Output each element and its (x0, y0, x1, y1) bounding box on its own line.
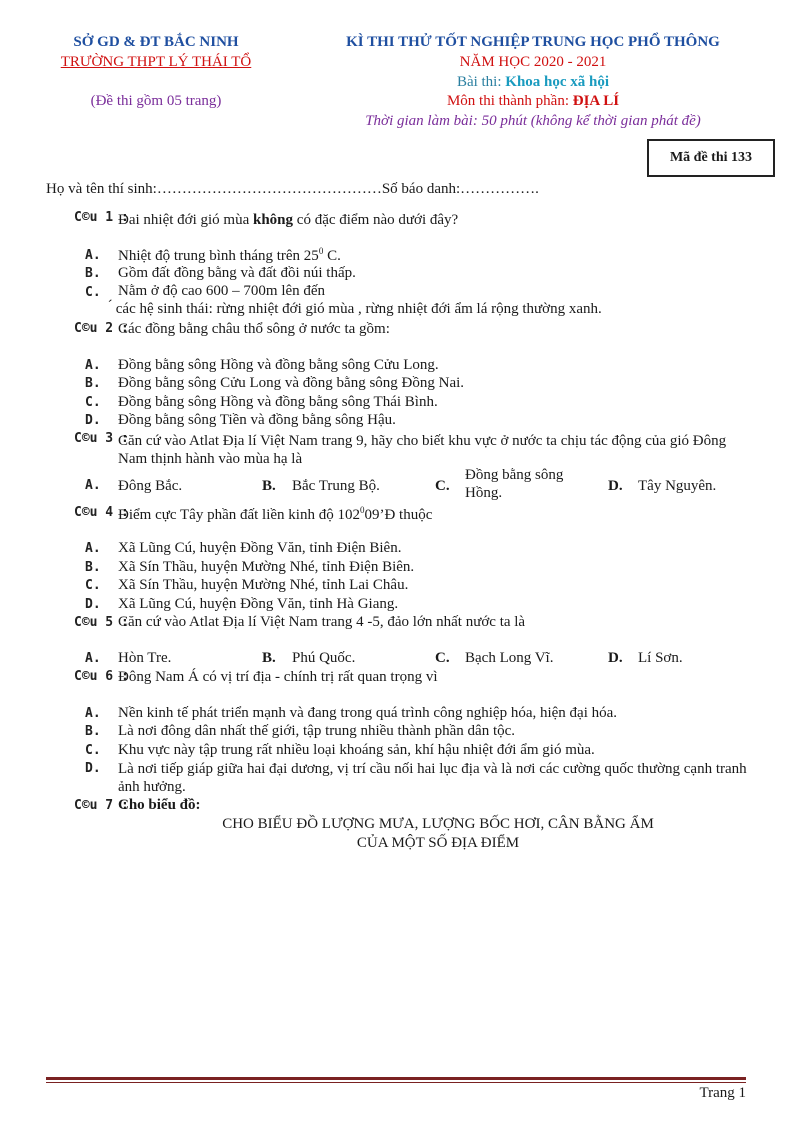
option-text-3c-line1: Đồng bằng sông (465, 467, 564, 483)
pages-note: (Đề thi gồm 05 trang) (90, 93, 222, 109)
option-label-4b: B. (85, 560, 101, 575)
option-text-6b: Là nơi đông dân nhất thế giới, tập trung nhiều thành phần dân tộc. (118, 723, 516, 739)
option-text-4c: Xã Sín Thầu, huyện Mường Nhé, tỉnh Lai Châu. (118, 577, 409, 593)
question-text-4-post: 09’Đ thuộc (364, 507, 433, 523)
question-text-6: Đông Nam Á có vị trí địa - chính trị rất quan trọng vì (118, 669, 438, 685)
option-text-4a: Xã Lũng Cú, huyện Đồng Văn, tỉnh Điện Biên. (118, 540, 402, 556)
student-info-line: Họ và tên thí sinh:………………………………………Số báo danh:……………. (46, 181, 539, 197)
option-label-6d: D. (85, 761, 101, 776)
question-label-3: C©u 3 : (74, 431, 129, 446)
option-text-6d: Là nơi tiếp giáp giữa hai đại dương, vị trí cầu nối hai lục địa và là nơi các cường quốc thường cạnh tranh ảnh hưởng. (118, 761, 747, 795)
question-text-1-bold: không (253, 212, 294, 228)
question-text-2: Các đồng bằng châu thổ sông ở nước ta gồm: (118, 321, 390, 337)
question-label-2: C©u 2 : (74, 321, 129, 336)
option-label-2b: B. (85, 376, 101, 391)
option-label-5d: D. (608, 650, 623, 666)
option-text-2a: Đồng bằng sông Hồng và đồng bằng sông Cửu Long. (118, 357, 439, 373)
option-text-2d: Đồng bằng sông Tiền và đồng bằng sông Hậu. (118, 412, 396, 428)
option-label-5b: B. (262, 650, 276, 666)
option-text-2b: Đồng bằng sông Cửu Long và đồng bằng sông Đồng Nai. (118, 375, 465, 391)
option-text-1b: Gồm đất đồng bằng và đất đồi núi thấp. (118, 265, 356, 281)
option-text-4b: Xã Sín Thầu, huyện Mường Nhé, tỉnh Điện Biên. (118, 559, 415, 575)
option-label-4d: D. (85, 597, 101, 612)
option-text-5a: Hòn Tre. (118, 650, 172, 666)
option-label-4a: A. (85, 541, 101, 556)
question-label-1: C©u 1 : (74, 210, 129, 225)
question-text-4 (118, 505, 432, 524)
department-name: SỞ GD & ĐT BẮC NINH (73, 34, 239, 50)
subject-prefix: Bài thi: (456, 74, 506, 90)
question-label-5: C©u 5 : (74, 615, 129, 630)
option-text-5d: Lí Sơn. (638, 650, 683, 666)
question-label-6: C©u 6 : (74, 669, 129, 684)
component-name: ĐỊA LÍ (572, 93, 620, 109)
question-label-7: C©u 7 : (74, 798, 129, 813)
exam-code-box: Mã đề thi 133 (647, 139, 775, 177)
option-label-2d: D. (85, 413, 101, 428)
option-text-1a-end: C. (323, 248, 341, 264)
question-text-3: Căn cứ vào Atlat Địa lí Việt Nam trang 9, hãy cho biết khu vực ở nước ta chịu tác động của gió Đông Nam thịnh hành vào mùa hạ là (118, 433, 727, 467)
option-text-3a: Đông Bắc. (118, 478, 183, 494)
option-label-2a: A. (85, 358, 101, 373)
option-label-6b: B. (85, 724, 101, 739)
option-label-1a: A. (85, 248, 101, 263)
option-label-2c: C. (85, 395, 101, 410)
option-label-3c: C. (435, 478, 450, 494)
option-text-1a-main: Nhiệt độ trung bình tháng trên 25 (118, 248, 319, 264)
chart-caption-line2: CỦA MỘT SỐ ĐỊA ĐIỂM (356, 835, 520, 851)
option-text-1c-cont: ́ các hệ sinh thái: rừng nhiệt đới gió mùa , rừng nhiệt đới ẩm lá rộng thường xanh. (112, 301, 602, 317)
footer-rule-thick (46, 1077, 746, 1080)
degree-sup: 0 (359, 505, 365, 515)
option-label-6a: A. (85, 706, 101, 721)
subject-line (310, 74, 756, 91)
option-text-6c: Khu vực này tập trung rất nhiều loại khoáng sản, khí hậu nhiệt đới ẩm gió mùa. (118, 742, 595, 758)
chart-caption-line1: CHO BIỂU ĐỒ LƯỢNG MƯA, LƯỢNG BỐC HƠI, CÂN BẰNG ẨM (222, 816, 654, 832)
question-text-5: Căn cứ vào Atlat Địa lí Việt Nam trang 4 -5, đảo lớn nhất nước ta là (118, 614, 526, 630)
question-text-7: Cho biểu đồ: (118, 797, 201, 813)
option-text-4d: Xã Lũng Cú, huyện Đồng Văn, tỉnh Hà Giang. (118, 596, 399, 612)
option-text-5c: Bạch Long Vĩ. (465, 650, 554, 666)
option-label-6c: C. (85, 743, 101, 758)
option-label-3a: A. (85, 478, 101, 493)
subject-name: Khoa học xã hội (505, 74, 610, 90)
option-label-5c: C. (435, 650, 450, 666)
question-text-1-pre: Đai nhiệt đới gió mùa (118, 212, 253, 228)
footer-rule-thin (46, 1082, 746, 1083)
option-text-5b: Phú Quốc. (292, 650, 356, 666)
school-year: NĂM HỌC 2020 - 2021 (459, 54, 607, 70)
option-label-1b: B. (85, 266, 101, 281)
option-label-1c: C. (85, 285, 101, 300)
school-name: TRƯỜNG THPT LÝ THÁI TỔ (60, 54, 252, 70)
option-text-6a: Nền kinh tế phát triển mạnh và đang trong quá trình công nghiệp hóa, hiện đại hóa. (118, 705, 618, 721)
component-prefix: Môn thi thành phần: (446, 93, 573, 109)
question-text-1-post: có đặc điểm nào dưới đây? (293, 212, 459, 228)
option-text-3b: Bắc Trung Bộ. (292, 478, 380, 494)
option-label-4c: C. (85, 578, 101, 593)
exam-title: KÌ THI THỬ TỐT NGHIỆP TRUNG HỌC PHỔ THÔNG (346, 34, 720, 50)
option-text-3c-line2: Hồng. (465, 485, 503, 501)
question-text-1 (118, 212, 458, 229)
option-text-1a (118, 246, 341, 265)
option-text-3d: Tây Nguyên. (638, 478, 717, 494)
option-text-2c: Đồng bằng sông Hồng và đồng bằng sông Thái Bình. (118, 394, 438, 410)
degree-sup: 0 (318, 246, 324, 256)
page-number: Trang 1 (699, 1085, 746, 1101)
question-label-4: C©u 4 : (74, 505, 129, 520)
option-text-1c: Nằm ở độ cao 600 – 700m lên đến (118, 283, 326, 299)
duration: Thời gian làm bài: 50 phút (không kể thời gian phát đề) (365, 113, 701, 129)
question-text-4-pre: Điểm cực Tây phần đất liền kinh độ 102 (118, 507, 360, 523)
option-label-3b: B. (262, 478, 276, 494)
component-line (310, 93, 756, 110)
option-label-5a: A. (85, 651, 101, 666)
option-label-3d: D. (608, 478, 623, 494)
